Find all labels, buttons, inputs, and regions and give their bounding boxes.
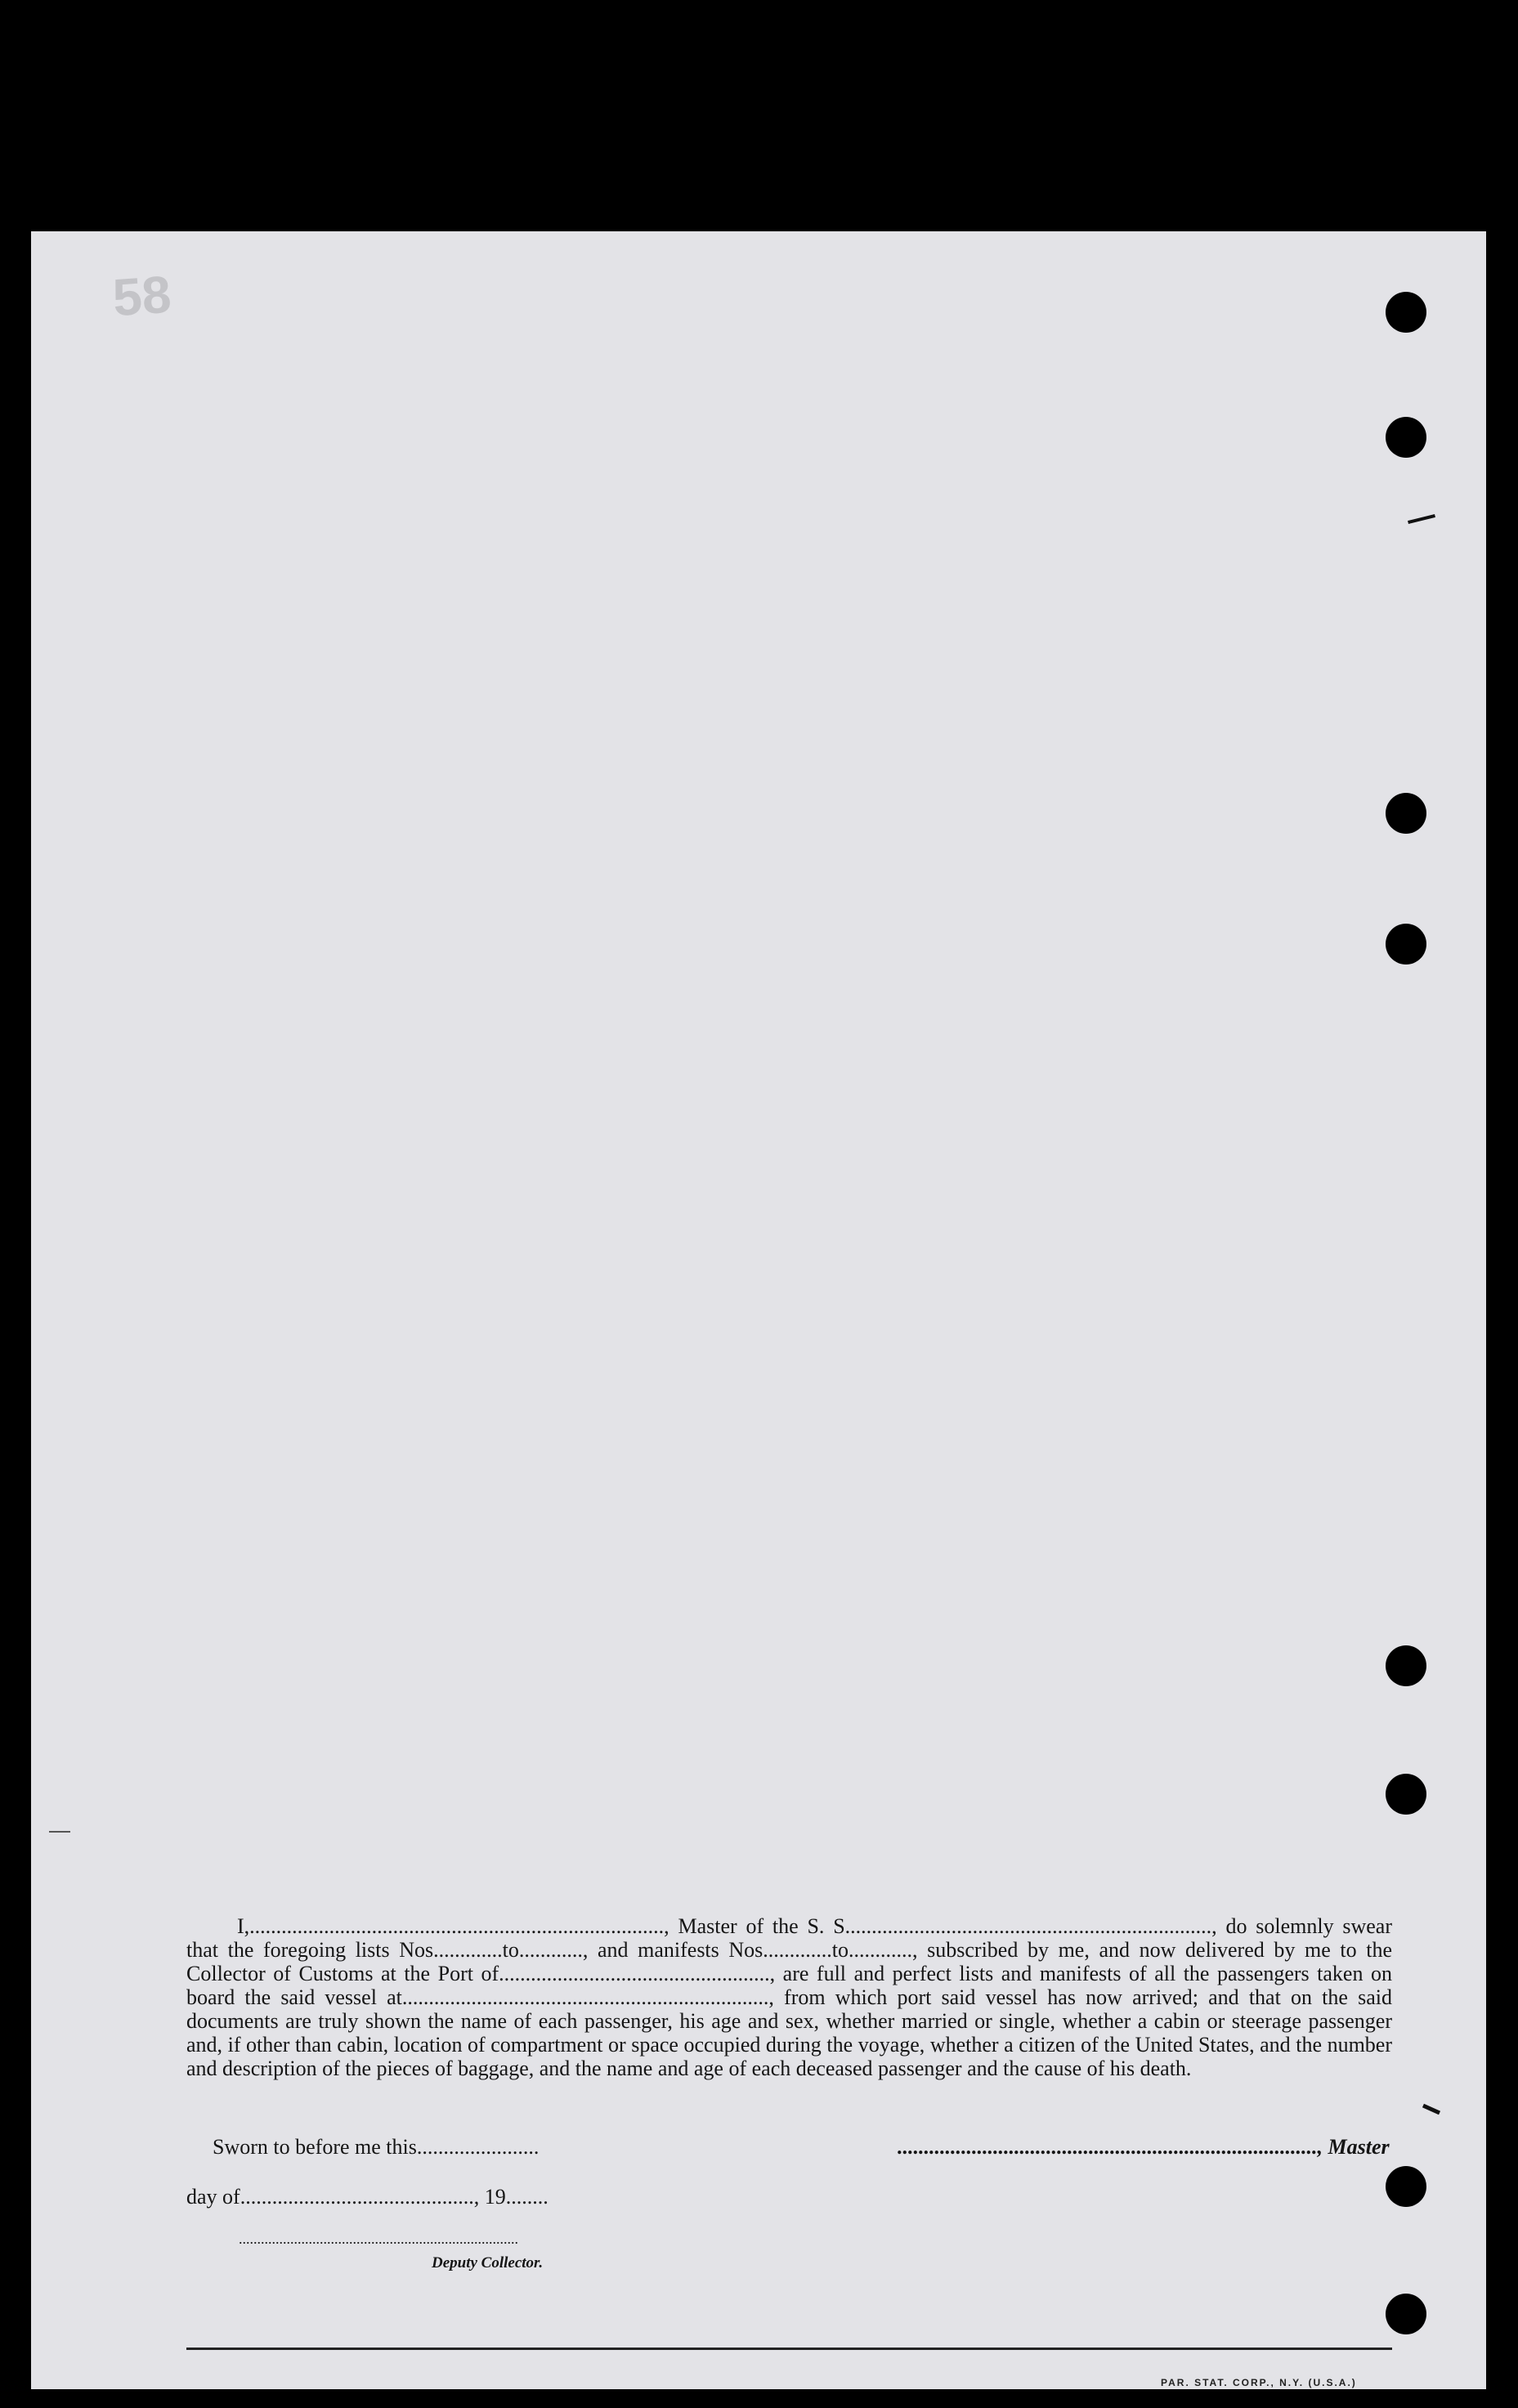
deputy-collector-label: Deputy Collector.	[432, 2254, 544, 2271]
punch-hole-6	[1386, 1774, 1426, 1815]
faint-stamp-number: 58	[110, 264, 173, 328]
punch-hole-2	[1386, 417, 1426, 458]
punch-hole-7	[1386, 2166, 1426, 2207]
punch-hole-8	[1386, 2294, 1426, 2334]
deputy-signature-line: ............................................................................	[239, 2231, 518, 2247]
master-signature-line: ..............................................................................., Master	[898, 2135, 1390, 2159]
punch-hole-3	[1386, 793, 1426, 834]
oath-text: I,.............................................................................., Master of the S. S....................................................................., do solemnly swear that the foregoing lists Nos.............to............, and manifests Nos.............to............, subscribed by me, and now delivered by me to the Collector of Customs at the Port of..................................................., are full and perfect lists and manifests of all the passengers taken on board the said vessel at....................................................................., from which port said vessel has now arrived; and that on the said documents are truly shown the name of each passenger, his age and sex, whether married or single, whether a cabin or steerage passenger and, if other than cabin, location of compartment or space occupied during the voyage, whether a citizen of the United States, and the number and description of the pieces of baggage, and the name and age of each deceased passenger and the cause of his death.	[186, 1914, 1392, 2080]
bottom-rule	[186, 2348, 1392, 2350]
edge-mark-left	[49, 1831, 70, 1833]
date-line: day of............................................, 19........	[186, 2185, 549, 2209]
punch-hole-5	[1386, 1645, 1426, 1686]
printer-imprint: PAR. STAT. CORP., N.Y. (U.S.A.)	[1161, 2377, 1357, 2388]
master-oath-paragraph	[186, 1914, 1392, 2080]
document-page	[31, 231, 1486, 2389]
punch-hole-1	[1386, 292, 1426, 333]
punch-hole-4	[1386, 924, 1426, 965]
sworn-before-label: Sworn to before me this.......................	[213, 2135, 540, 2159]
